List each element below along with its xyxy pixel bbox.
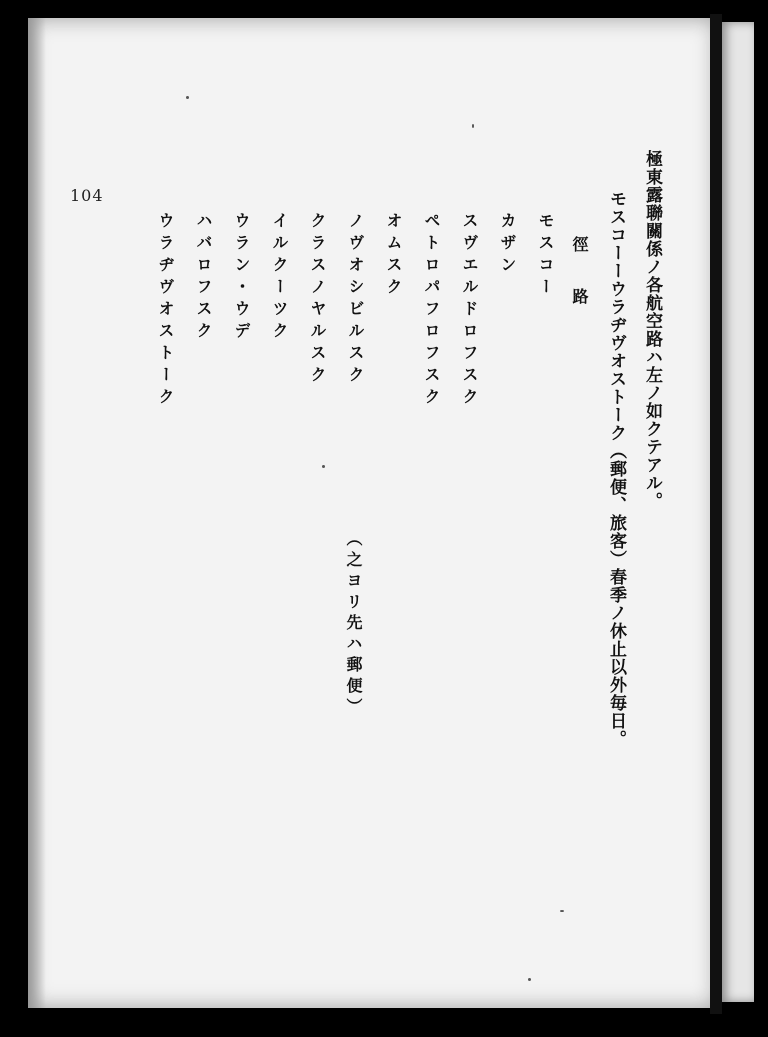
page-shadow: [28, 18, 46, 1008]
station-item: スヴエルドロフスク: [460, 212, 479, 410]
station-item: ペトロパフロフスク: [422, 212, 441, 410]
scan-speck: [322, 465, 325, 468]
station-item: ウラン・ウデ: [232, 212, 251, 344]
route-description: モスコーーウラヂヴオストーク（郵便、旅客）春季ノ休止以外毎日。: [606, 190, 626, 748]
page-number: 104: [70, 186, 104, 205]
postal-note: （之ヨリ先ハ郵便）: [344, 530, 363, 719]
column-heading: 徑路: [570, 236, 589, 340]
station-item: ノヴオシビルスク: [346, 212, 365, 388]
scan-speck: [186, 96, 189, 99]
scan-speck: [560, 910, 564, 912]
station-item: モスコー: [536, 212, 555, 300]
station-item: カザン: [498, 212, 517, 278]
station-item: クラスノヤルスク: [308, 212, 327, 388]
section-title: 極東露聯關係ノ各航空路ハ左ノ如クテアル。: [642, 150, 662, 510]
scan-speck: [528, 978, 531, 981]
station-item: ハバロフスク: [194, 212, 213, 344]
book-gutter: [710, 14, 722, 1014]
station-item: オムスク: [384, 212, 403, 300]
scan-speck: [472, 124, 474, 128]
adjacent-page-edge: [722, 22, 754, 1002]
station-item: イルクーツク: [270, 212, 289, 344]
station-item: ウラヂヴオストーク: [156, 212, 175, 410]
